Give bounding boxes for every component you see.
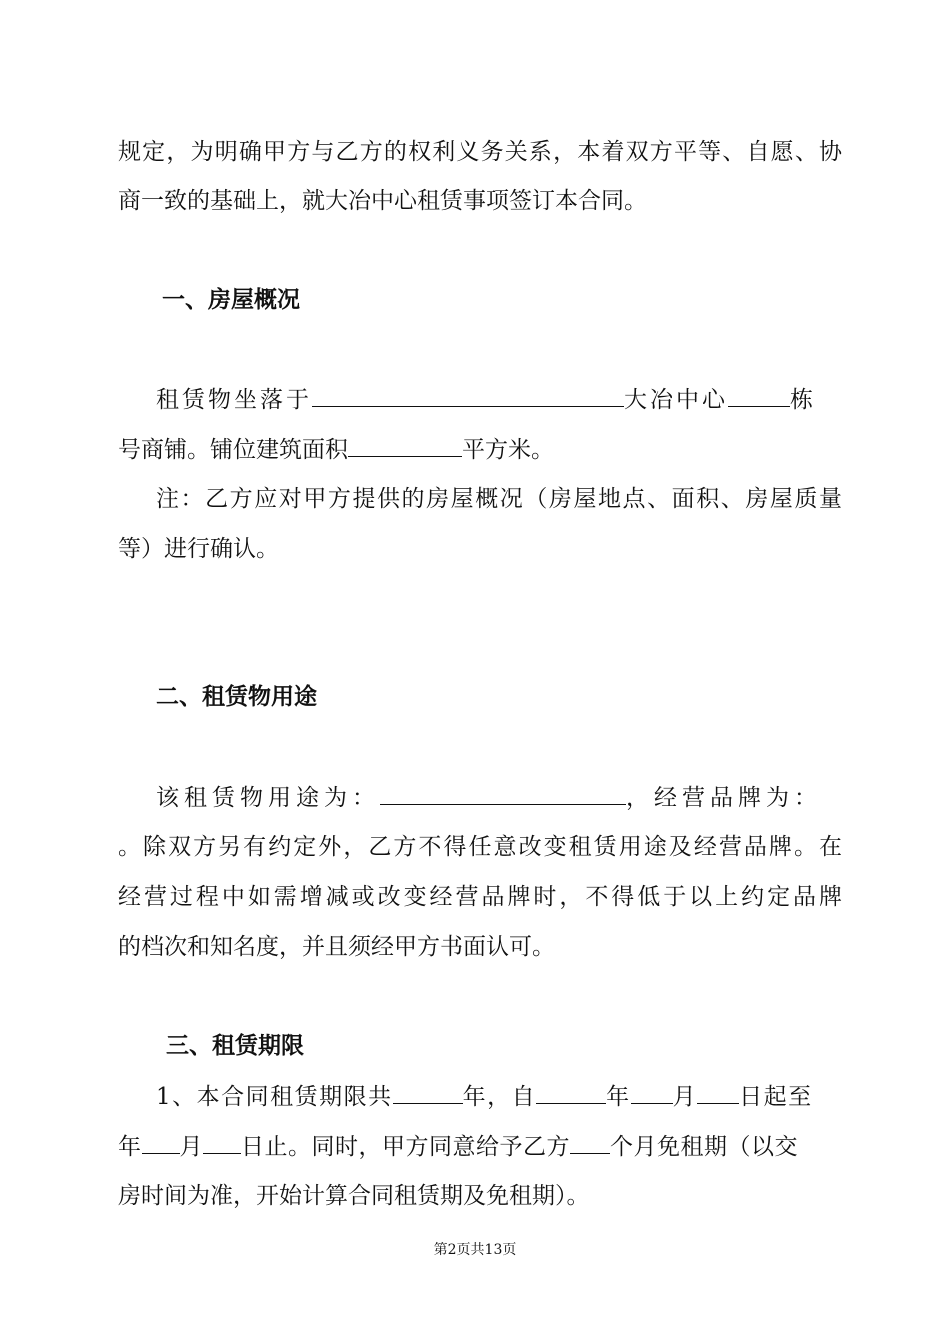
section-3-heading: 三、租赁期限 (166, 1032, 304, 1059)
free-months-unit: 个月免租期（以交 (610, 1134, 798, 1160)
start-month-unit: 月 (672, 1084, 698, 1110)
note-line-2: 等）进行确认。 (118, 536, 279, 562)
center-name: 大冶中心 (624, 387, 728, 413)
usage-line-2: 。除双方另有约定外，乙方不得任意改变租赁用途及经营品牌。在 (118, 834, 842, 860)
location-label: 租赁物坐落于 (156, 387, 312, 413)
start-day-unit: 日起至 (739, 1084, 813, 1110)
usage-line-3: 经营过程中如需增减或改变经营品牌时，不得低于以上约定品牌 (118, 884, 842, 910)
location-blank (312, 384, 624, 407)
location-line (156, 384, 842, 415)
page-number: 第2页共13页 (433, 1242, 517, 1258)
start-day-blank (697, 1081, 739, 1104)
start-year-blank (536, 1081, 606, 1104)
end-day-unit: 日止。同时，甲方同意给予乙方 (241, 1134, 570, 1160)
start-year-unit: 年 (606, 1084, 631, 1110)
term-years-blank (393, 1081, 463, 1104)
term-line-2 (118, 1131, 842, 1162)
end-year-unit: 年 (118, 1134, 142, 1160)
term-label: 1、本合同租赁期限共 (156, 1084, 393, 1110)
area-blank (348, 434, 462, 457)
term-line-1 (156, 1081, 842, 1112)
free-months-blank (570, 1131, 610, 1154)
brand-label: ，经营品牌为： (626, 785, 822, 811)
section-1-heading: 一、房屋概况 (162, 286, 300, 313)
start-month-blank (631, 1081, 673, 1104)
area-line (118, 434, 842, 465)
usage-line (156, 782, 842, 813)
building-label: 栋 (790, 387, 816, 413)
usage-blank (380, 782, 626, 805)
building-blank (728, 384, 790, 407)
end-day-blank (203, 1131, 241, 1154)
term-years-unit: 年，自 (462, 1084, 537, 1110)
usage-line-4: 的档次和知名度，并且须经甲方书面认可。 (118, 934, 555, 960)
area-unit: 平方米。 (462, 437, 554, 463)
intro-line-2: 商一致的基础上，就大冶中心租赁事项签订本合同。 (118, 188, 647, 214)
note-line-1: 注：乙方应对甲方提供的房屋概况（房屋地点、面积、房屋质量 (156, 486, 842, 512)
end-month-blank (142, 1131, 180, 1154)
end-month-unit: 月 (179, 1134, 203, 1160)
term-line-3: 房时间为准，开始计算合同租赁期及免租期）。 (118, 1183, 590, 1209)
section-2-heading: 二、租赁物用途 (156, 683, 317, 710)
shop-area-label: 号商铺。铺位建筑面积 (118, 437, 348, 463)
usage-label: 该租赁物用途为： (156, 785, 380, 811)
intro-line-1: 规定，为明确甲方与乙方的权利义务关系，本着双方平等、自愿、协 (118, 139, 842, 165)
